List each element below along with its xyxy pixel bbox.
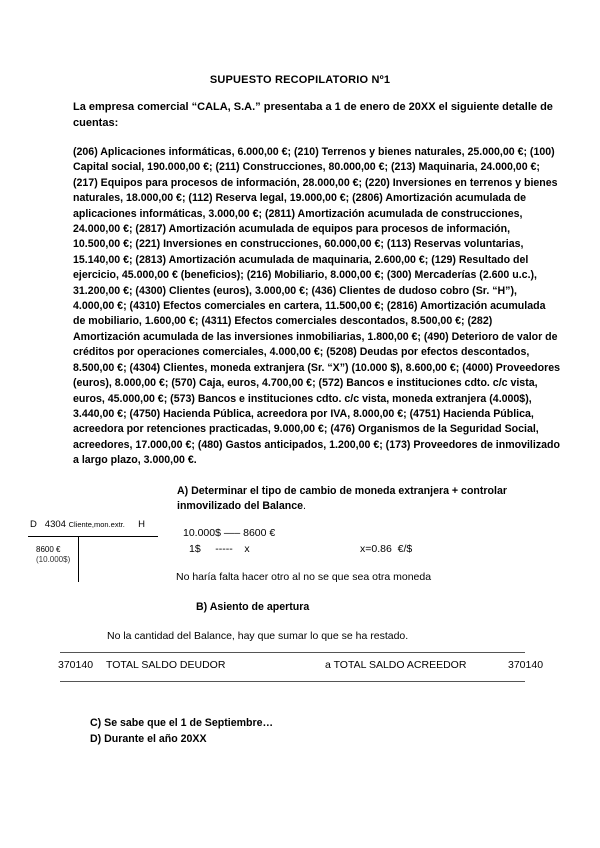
t-account-debit-value: 8600 € <box>36 545 61 554</box>
journal-top-rule <box>60 652 525 653</box>
section-b-note: No la cantidad del Balance, hay que sumar lo que se ha restado. <box>107 630 409 642</box>
intro-paragraph: La empresa comercial “CALA, S.A.” presentaba a 1 de enero de 20XX el siguiente detalle de cuentas: <box>73 101 553 129</box>
accounts-list-paragraph: (206) Aplicaciones informáticas, 6.000,00 €; (210) Terrenos y bienes naturales, 25.000,00 €; (100) Capital social, 190.000,00 €; (211) Construcciones, 80.000,00 €; (213) Maquinaria, 24.000,00 €; (217) Equipos para procesos de información, 28.000,00 €; (220) Inversiones en terrenos y bienes naturales, 18.000,00 €; (112) Reserva legal, 19.000,00 €; (2806) Amortización acumulada de aplicaciones informáticas, 3.000,00 €; (2811) Amortización acumulada de construcciones, 24.000,00 €; (2817) Amortización acumulada de equipos para procesos de información, 10.500,00 €; (221) Inversiones en construcciones, 60.000,00 €; (113) Reservas voluntarias, 15.140,00 €; (2813) Amortización acumulada de maquinaria, 2.600,00 €; (129) Resultado del ejercicio, 45.000,00 € (beneficios); (216) Mobiliario, 8.000,00 €; (300) Mercaderías (2.600 u.c.), 31.200,00 €; (4300) Clientes (euros), 3.000,00 €; (436) Clientes de dudoso cobro (Sr. “H”), 4.000,00 €; (4310) Efectos comerciales en cartera, 11.500,00 €; (2816) Amortización acumulada de mobiliario, 1.600,00 €; (4311) Efectos comerciales descontados, 8.500,00 €; (282) Amortización acumulada de las inversiones inmobiliarias, 1.800,00 €; (490) Deterioro de valor de créditos por operaciones comerciales, 4.000,00 €; (5208) Deudas por efectos descontados, 8.500,00 €; (4304) Clientes, moneda extranjera (Sr. “X”) (10.000 $), 8.600,00 €; (4000) Proveedores (euros), 8.000,00 €; (570) Caja, euros, 4.700,00 €; (572) Bancos e instituciones cdto. c/c vista, euros, 45.000,00 €; (573) Bancos e instituciones cdto. c/c vista, moneda extranjera (4.000$), 3.440,00 €; (4750) Hacienda Pública, acreedora por IVA, 8.000,00 €; (4751) Hacienda Pública, acreedora por retenciones practicadas, 9.000,00 €; (476) Organismos de la Seguridad Social, acreedores, 17.000,00 €; (480) Gastos anticipados, 1.200,00 €; (173) Proveedores de inmovilizado a largo plazo, 3.000,00 €. <box>73 146 560 467</box>
journal-debit-label: TOTAL SALDO DEUDOR <box>106 659 226 671</box>
section-a-heading-text: A) Determinar el tipo de cambio de moneda extranjera + controlar inmovilizado del Balance <box>177 485 507 512</box>
section-d-heading: D) Durante el año 20XX <box>90 733 207 745</box>
journal-credit-label: a TOTAL SALDO ACREEDOR <box>325 659 467 671</box>
section-a-heading <box>177 484 537 514</box>
exchange-calc-line-2: 1$ ----- x <box>189 543 250 555</box>
t-account-code: 4304 <box>44 519 66 530</box>
t-account-debit-mark: D <box>30 519 37 530</box>
section-a-note: No haría falta hacer otro al no se que sea otra moneda <box>176 571 432 583</box>
exchange-rate-result: x=0.86 €/$ <box>360 543 413 555</box>
t-account-debit-note: (10.000$) <box>36 555 71 564</box>
journal-credit-amount: 370140 <box>508 659 544 671</box>
t-account-credit-mark: H <box>138 519 145 530</box>
section-a-heading-tail: . <box>302 500 306 512</box>
t-account-name: Cliente,mon.extr. <box>68 520 125 529</box>
journal-bottom-rule <box>60 681 525 682</box>
section-b-heading: B) Asiento de apertura <box>196 601 310 613</box>
t-account-debit-entry <box>36 545 70 565</box>
t-account-horizontal-line <box>28 536 158 537</box>
exchange-calc-line-1: 10.000$ —– 8600 € <box>183 527 276 539</box>
t-account-header <box>30 519 145 530</box>
section-c-heading: C) Se sabe que el 1 de Septiembre… <box>90 717 274 729</box>
t-account-vertical-line <box>78 536 79 582</box>
journal-debit-amount: 370140 <box>58 659 94 671</box>
document-title: SUPUESTO RECOPILATORIO Nº1 <box>209 74 391 86</box>
